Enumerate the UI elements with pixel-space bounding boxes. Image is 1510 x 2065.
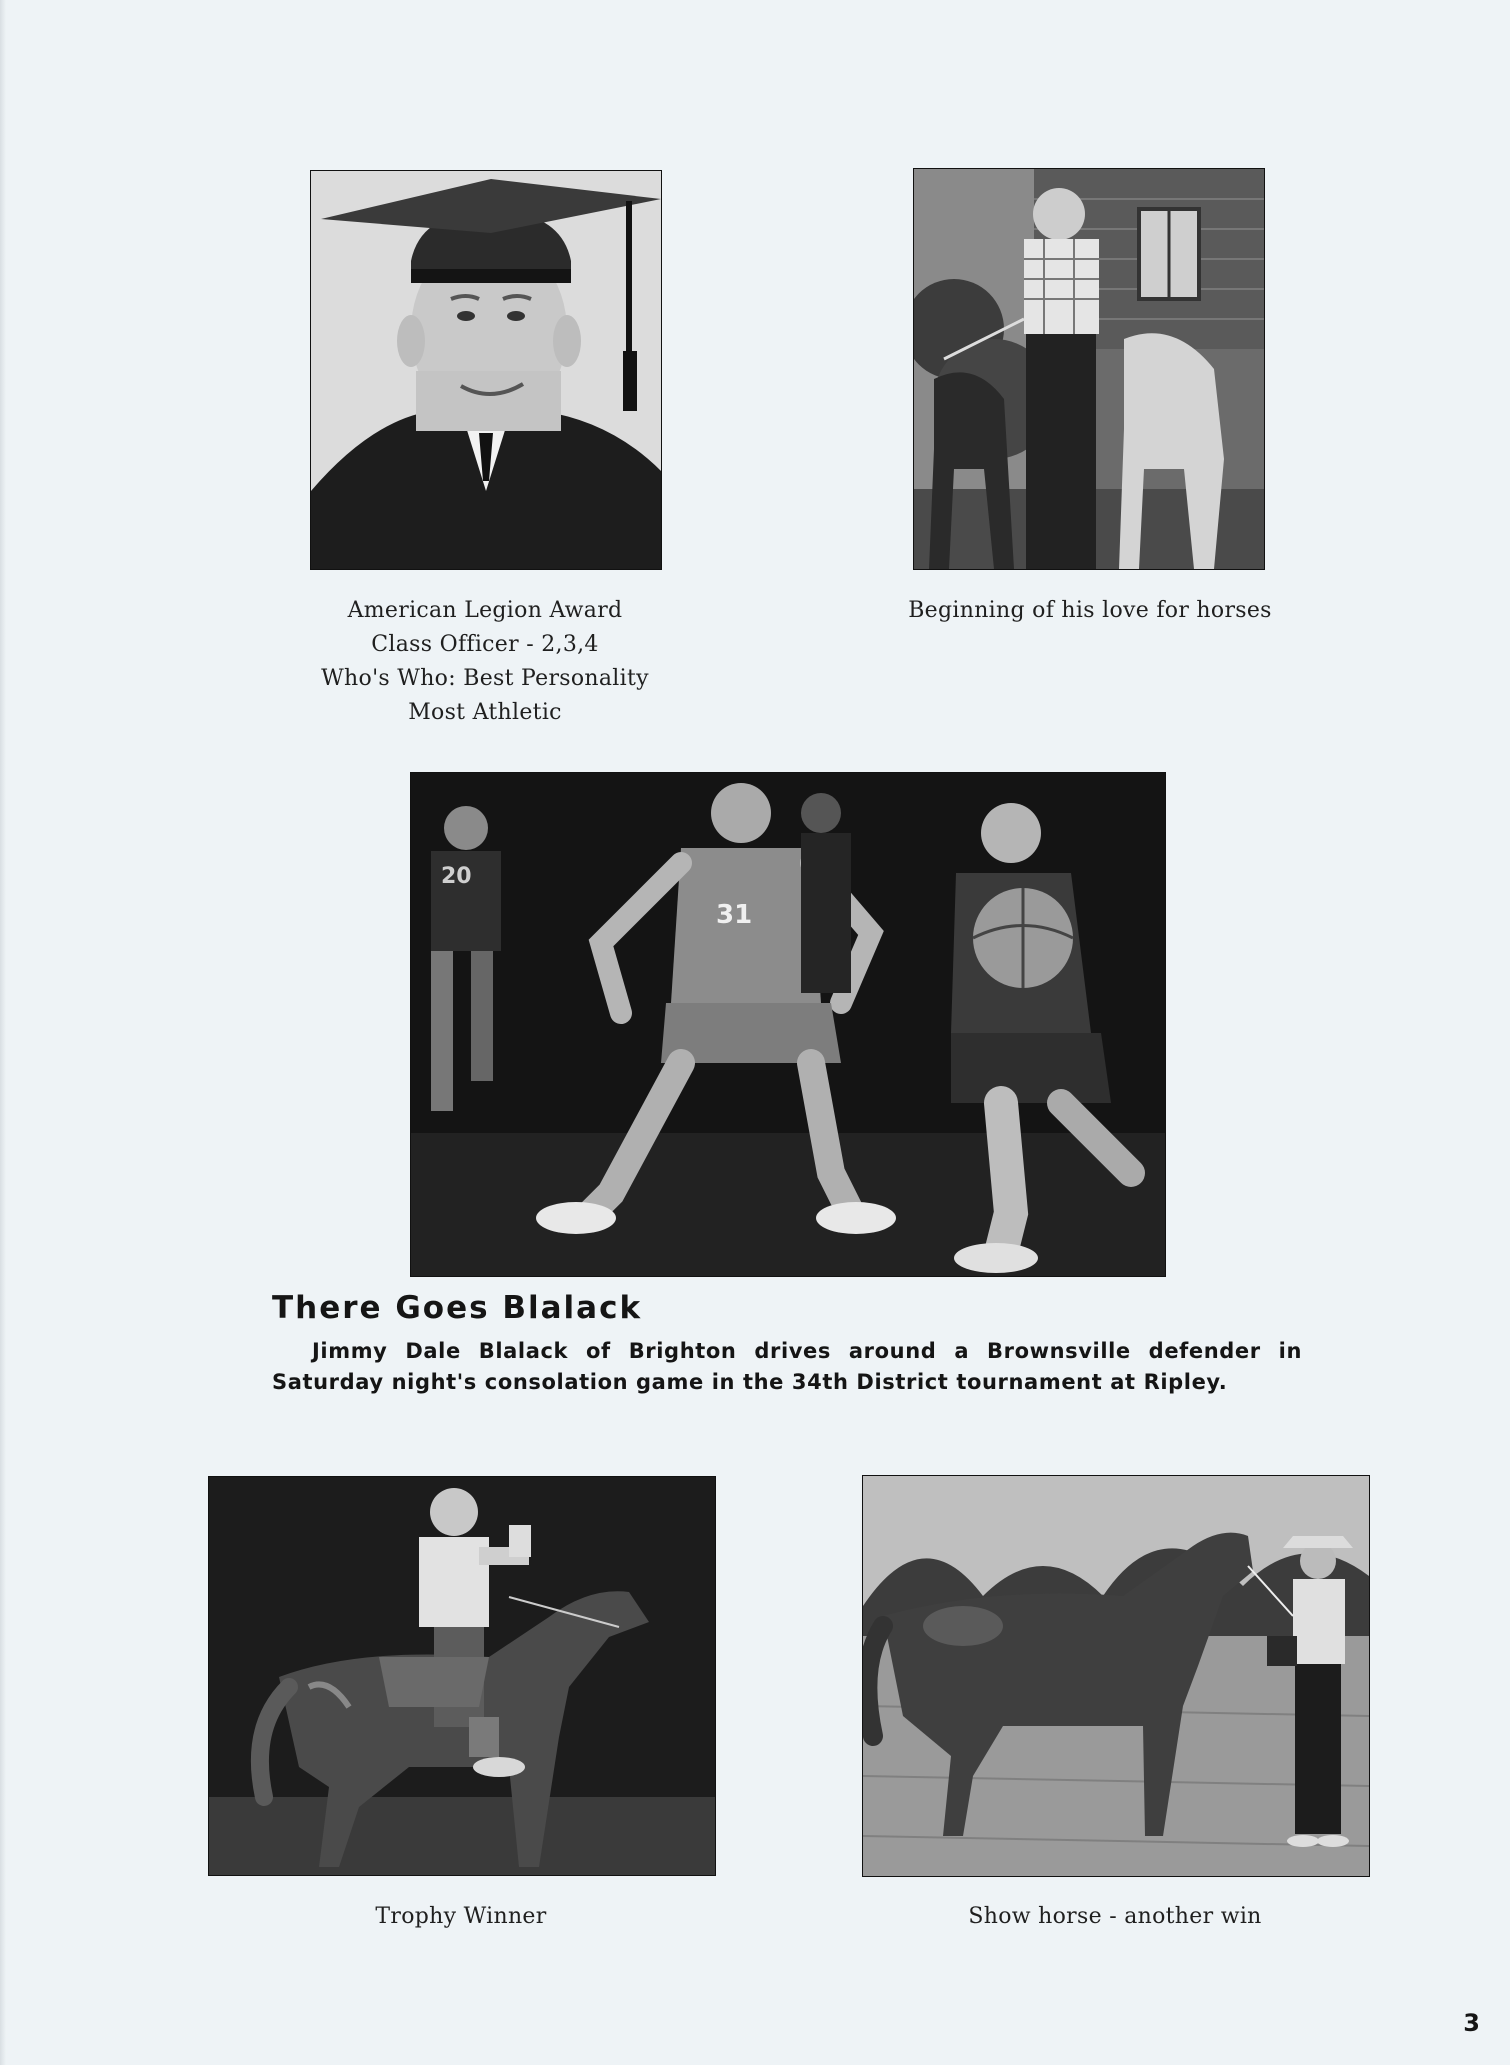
article-body: Jimmy Dale Blalack of Brighton drives around a Brownsville defender in Saturday night's consolation game in the 34th District tournament at Ripley. bbox=[272, 1339, 1302, 1394]
trophy-winner-caption bbox=[208, 1900, 714, 1934]
show-horse-photo bbox=[862, 1475, 1370, 1877]
boy-with-ponies-caption bbox=[880, 594, 1300, 628]
jersey-number-31: 31 bbox=[716, 900, 753, 930]
article-headline: There Goes Blalack bbox=[272, 1290, 643, 1326]
boy-with-ponies-photo bbox=[913, 168, 1265, 570]
basketball-game-photo bbox=[410, 772, 1166, 1277]
show-horse-caption bbox=[862, 1900, 1368, 1934]
page-edge bbox=[0, 0, 6, 2065]
page-number: 3 bbox=[1463, 2009, 1480, 2037]
caption-line-award: American Legion Award bbox=[347, 598, 623, 623]
jersey-number-20: 20 bbox=[441, 864, 472, 889]
graduation-caption bbox=[310, 594, 660, 730]
graduation-portrait-photo bbox=[310, 170, 662, 570]
caption-line-horses: Beginning of his love for horses bbox=[908, 598, 1272, 623]
caption-line-whos-who: Who's Who: Best Personality bbox=[321, 666, 649, 691]
caption-line-show-horse: Show horse - another win bbox=[968, 1904, 1262, 1929]
caption-line-trophy: Trophy Winner bbox=[375, 1904, 547, 1929]
trophy-winner-photo bbox=[208, 1476, 716, 1876]
caption-line-officer: Class Officer - 2,3,4 bbox=[371, 632, 599, 657]
caption-line-athletic: Most Athletic bbox=[408, 700, 562, 725]
